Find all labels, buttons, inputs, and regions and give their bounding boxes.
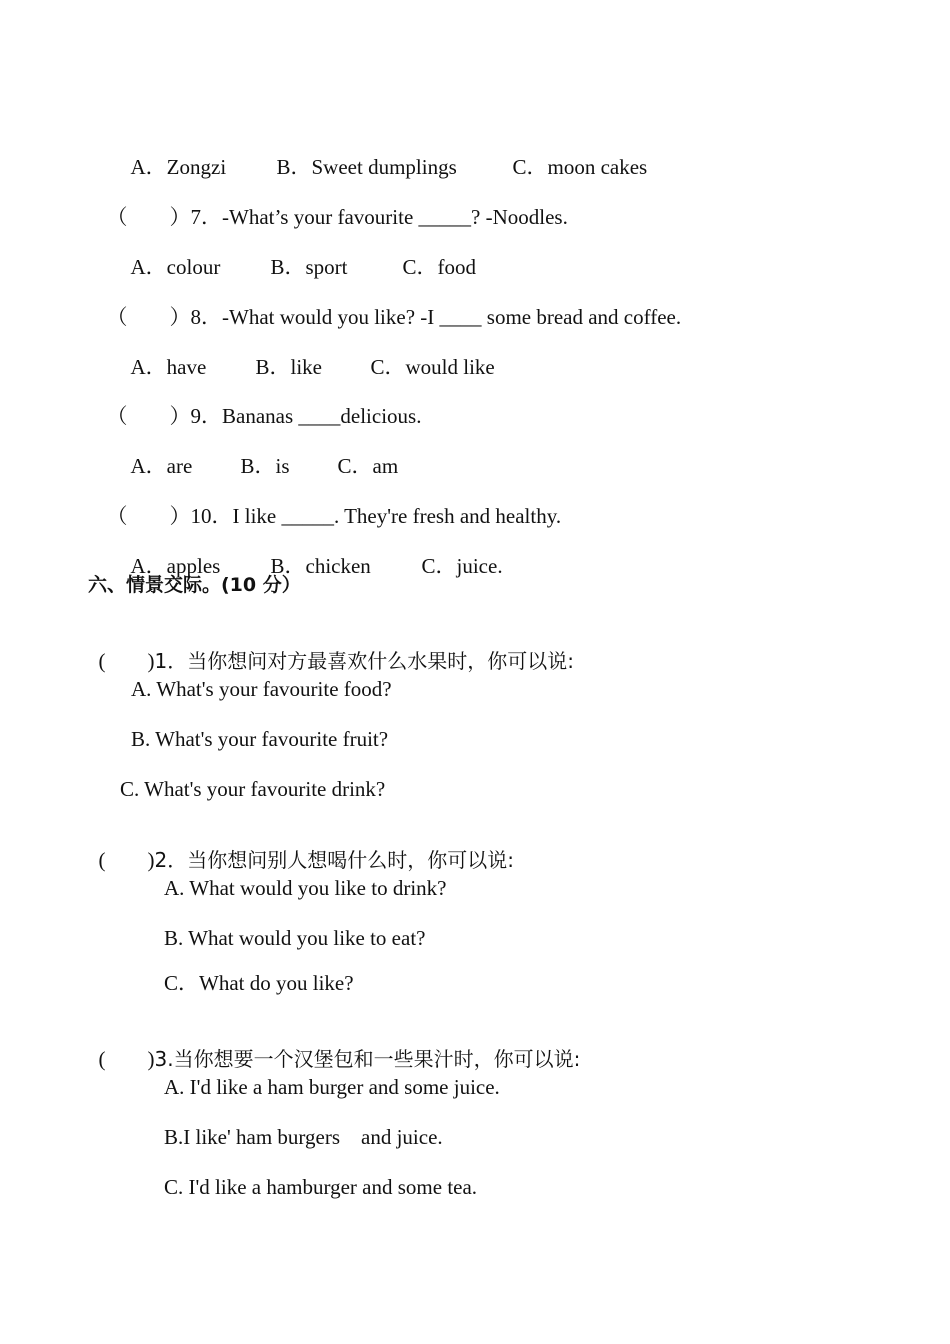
s6-q3-text: 3.当你想要一个汉堡包和一些果汁时，你可以说: (154, 1047, 581, 1071)
q10-option-a: A．apples (130, 554, 221, 578)
q7-text: 7．-What’s your favourite _____? -Noodles. (190, 205, 568, 229)
s6-q1-answer-blank[interactable]: ( ) (98, 649, 155, 673)
q8-answer-blank[interactable]: （ ） (106, 305, 191, 329)
s6-q2-option-a: A. What would you like to drink? (164, 876, 447, 900)
q9-options (120, 427, 398, 479)
s6-q1-text: 1．当你想问对方最喜欢什么水果时，你可以说: (154, 649, 574, 673)
q8-option-b: B．like (255, 355, 322, 379)
q10-text: 10．I like _____. They're fresh and healthy. (190, 504, 562, 528)
s6-q1-option-a: A. What's your favourite food? (131, 677, 392, 701)
q9-question (96, 377, 421, 429)
s6-q2-question (88, 821, 514, 873)
q7-option-a: A．colour (130, 255, 221, 279)
s6-q3-option-a: A. I'd like a ham burger and some juice. (164, 1075, 500, 1099)
s6-q3-option-c: C. I'd like a hamburger and some tea. (164, 1175, 478, 1199)
q6-option-a: A．Zongzi (130, 155, 227, 179)
q6-option-b: B．Sweet dumplings (276, 155, 457, 179)
s6-q2-option-b: B. What would you like to eat? (164, 926, 426, 950)
s6-q3-option-b: B.I like' ham burgers and juice. (164, 1125, 443, 1149)
s6-q1-option-b: B. What's your favourite fruit? (131, 727, 389, 751)
q7-option-b: B．sport (270, 255, 348, 279)
q10-option-c: C．juice. (421, 554, 503, 578)
s6-q2-answer-blank[interactable]: ( ) (98, 848, 155, 872)
q6-option-c: C．moon cakes (512, 155, 648, 179)
q9-option-c: C．am (337, 454, 399, 478)
s6-q3-answer-blank[interactable]: ( ) (98, 1047, 155, 1071)
q7-answer-blank[interactable]: （ ） (106, 205, 191, 229)
q7-option-c: C．food (402, 255, 476, 279)
q8-text: 8．-What would you like? -I ____ some bread and coffee. (190, 305, 682, 329)
s6-q3-question (88, 1020, 580, 1072)
s6-q2-option-c: C．What do you like? (164, 971, 354, 995)
q9-answer-blank[interactable]: （ ） (106, 404, 191, 428)
q10-question (96, 477, 561, 529)
q9-option-b: B．is (240, 454, 290, 478)
q9-option-a: A．are (130, 454, 193, 478)
q10-answer-blank[interactable]: （ ） (106, 504, 191, 528)
q6-options (120, 128, 647, 180)
q9-text: 9．Bananas ____delicious. (190, 404, 422, 428)
q8-options (120, 328, 495, 380)
s6-q1-option-c: C. What's your favourite drink? (120, 777, 386, 801)
q8-question (96, 278, 681, 330)
s6-q1-question (88, 622, 574, 674)
s6-q2-text: 2．当你想问别人想喝什么时，你可以说: (154, 848, 514, 872)
section-6-title: 六、情景交际。(10 分） (88, 574, 301, 596)
q7-options (120, 228, 476, 280)
q8-option-c: C．would like (370, 355, 495, 379)
q7-question (96, 178, 568, 230)
q8-option-a: A．have (130, 355, 207, 379)
q10-option-b: B．chicken (270, 554, 371, 578)
